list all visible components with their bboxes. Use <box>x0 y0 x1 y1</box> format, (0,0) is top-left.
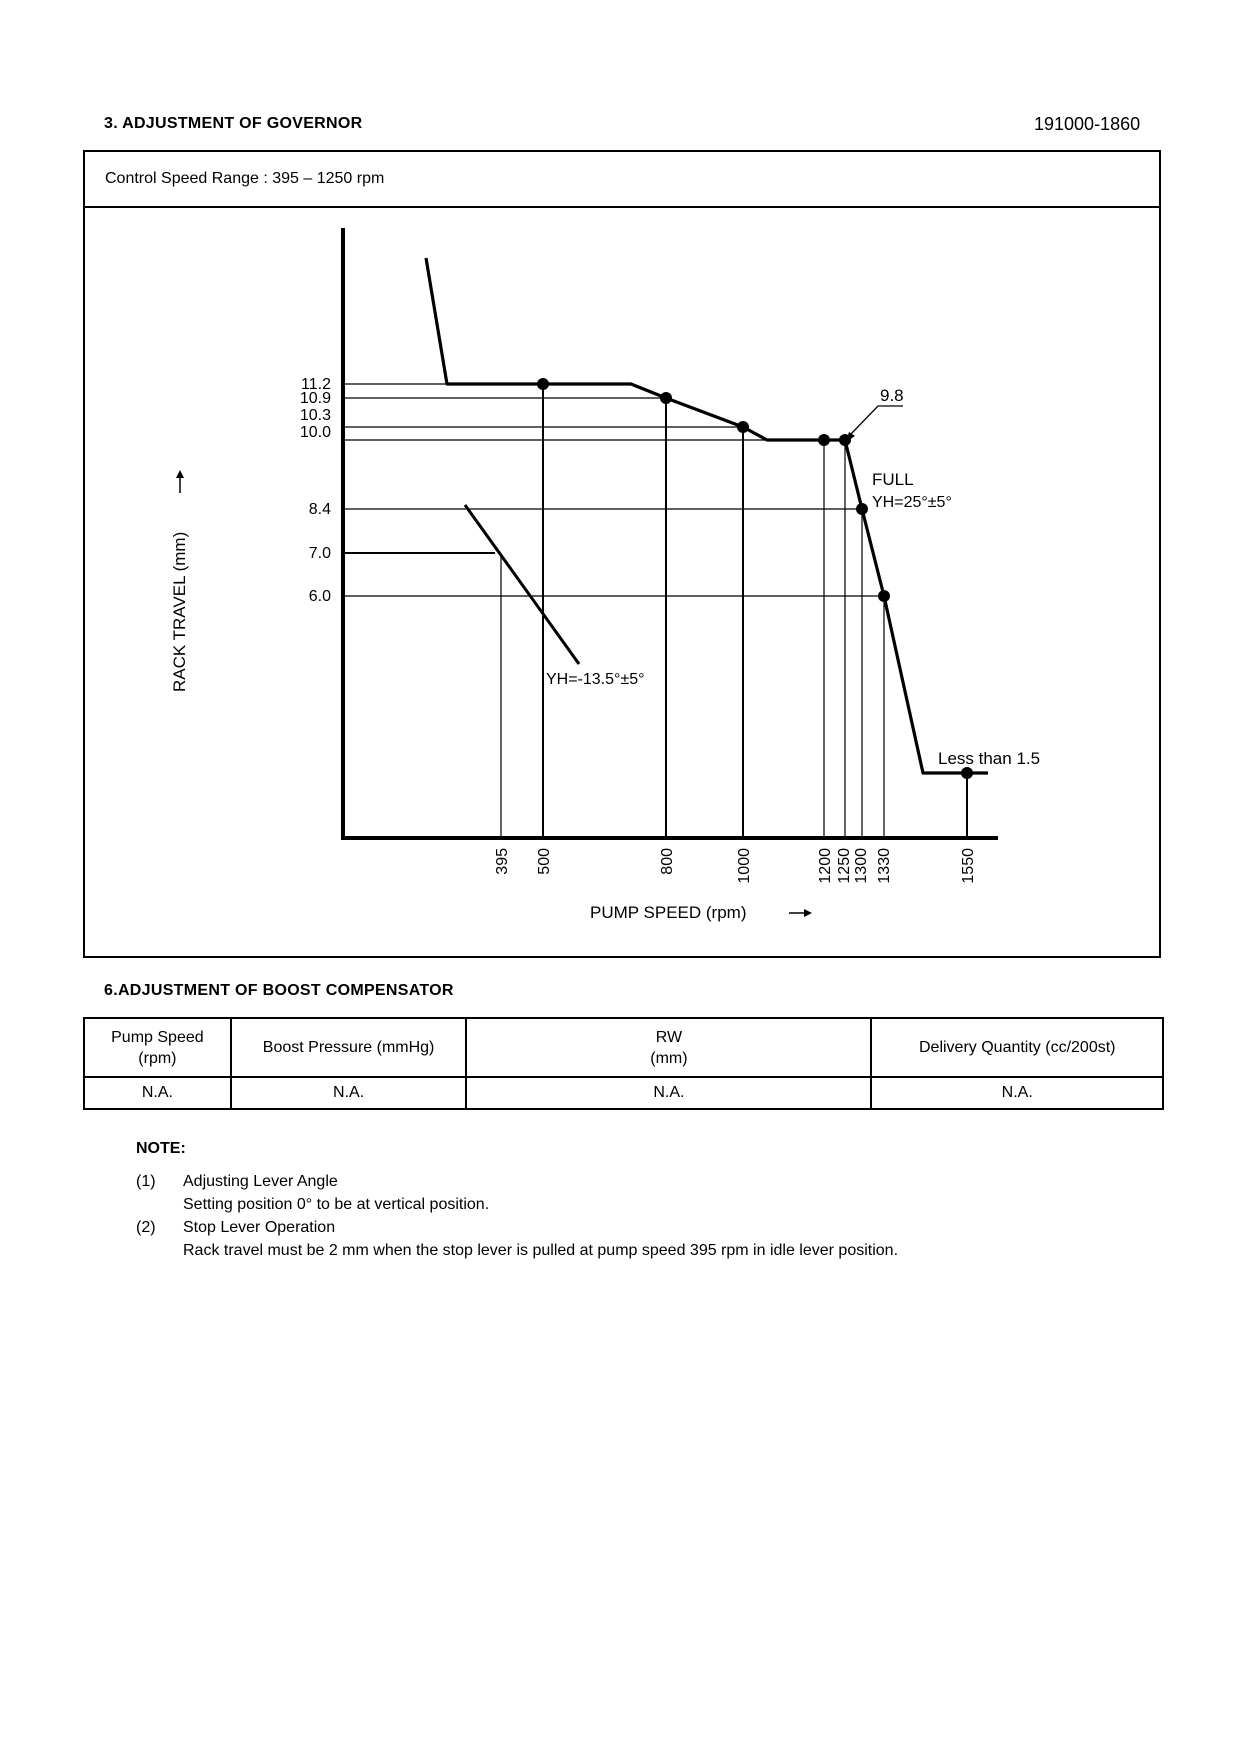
notes-heading: NOTE: <box>136 1140 186 1157</box>
governor-section-title: 3. ADJUSTMENT OF GOVERNOR <box>104 115 363 132</box>
notes-section <box>136 1140 898 1262</box>
x-tick-label: 1200 <box>817 848 834 884</box>
governor-chart <box>85 152 1159 956</box>
x-tick-label: 800 <box>659 848 676 875</box>
idle-lever-line <box>465 505 579 664</box>
y-tick-label: 10.9 <box>299 390 331 407</box>
note-detail: Rack travel must be 2 mm when the stop lever is pulled at pump speed 395 rpm in idle lever position. <box>183 1242 899 1259</box>
annotation-idle-angle: YH=-13.5°±5° <box>546 671 645 688</box>
table-cell: N.A. <box>84 1077 231 1109</box>
x-tick-label: 1550 <box>960 848 977 884</box>
table-cell: N.A. <box>466 1077 871 1109</box>
x-tick-label: 1000 <box>736 848 753 884</box>
y-tick-label: 7.0 <box>308 545 331 562</box>
data-point <box>660 392 672 404</box>
table-row <box>84 1077 1163 1109</box>
column-header-boost-pressure: Boost Pressure (mmHg) <box>231 1018 467 1077</box>
governor-panel <box>83 150 1161 958</box>
annotation-full: FULL <box>872 470 914 489</box>
annotation-less-than: Less than 1.5 <box>938 749 1041 768</box>
annotation-98: 9.8 <box>880 386 904 405</box>
note-item <box>136 1170 898 1216</box>
x-tick-label: 395 <box>494 848 511 875</box>
note-number: (1) <box>136 1173 156 1190</box>
document-number: 191000-1860 <box>1034 114 1141 134</box>
y-tick-label: 10.0 <box>299 424 331 441</box>
annotation-full-angle: YH=25°±5° <box>872 494 952 511</box>
note-title: Stop Lever Operation <box>183 1219 336 1236</box>
boost-section-title: 6.ADJUSTMENT OF BOOST COMPENSATOR <box>104 982 454 999</box>
x-tick-label: 500 <box>536 848 553 875</box>
boost-compensator-table <box>83 1017 1164 1110</box>
column-header-pump-speed: Pump Speed (rpm) <box>84 1018 231 1077</box>
y-tick-label: 10.3 <box>299 407 331 424</box>
y-tick-label: 11.2 <box>301 376 331 393</box>
x-tick-label: 1250 <box>836 848 853 884</box>
control-speed-range: Control Speed Range : 395 – 1250 rpm <box>105 170 385 187</box>
note-title: Adjusting Lever Angle <box>183 1173 338 1190</box>
x-axis-label: PUMP SPEED (rpm) <box>590 903 747 922</box>
table-cell: N.A. <box>231 1077 467 1109</box>
y-tick-label: 6.0 <box>308 588 331 605</box>
column-header-delivery-quantity: Delivery Quantity (cc/200st) <box>871 1018 1163 1077</box>
column-header-rw: RW (mm) <box>466 1018 871 1077</box>
data-point <box>737 421 749 433</box>
note-number: (2) <box>136 1219 156 1236</box>
note-detail: Setting position 0° to be at vertical position. <box>183 1196 490 1213</box>
table-header-row <box>84 1018 1163 1077</box>
full-load-curve <box>426 258 988 773</box>
note-item <box>136 1216 898 1262</box>
data-point <box>878 590 890 602</box>
x-tick-label: 1330 <box>876 848 893 884</box>
data-point <box>537 378 549 390</box>
data-point <box>839 434 851 446</box>
table-cell: N.A. <box>871 1077 1163 1109</box>
data-point <box>818 434 830 446</box>
x-tick-label: 1300 <box>853 848 870 884</box>
y-tick-label: 8.4 <box>308 501 331 518</box>
y-axis-label: RACK TRAVEL (mm) <box>170 531 189 692</box>
data-point <box>961 767 973 779</box>
data-point <box>856 503 868 515</box>
